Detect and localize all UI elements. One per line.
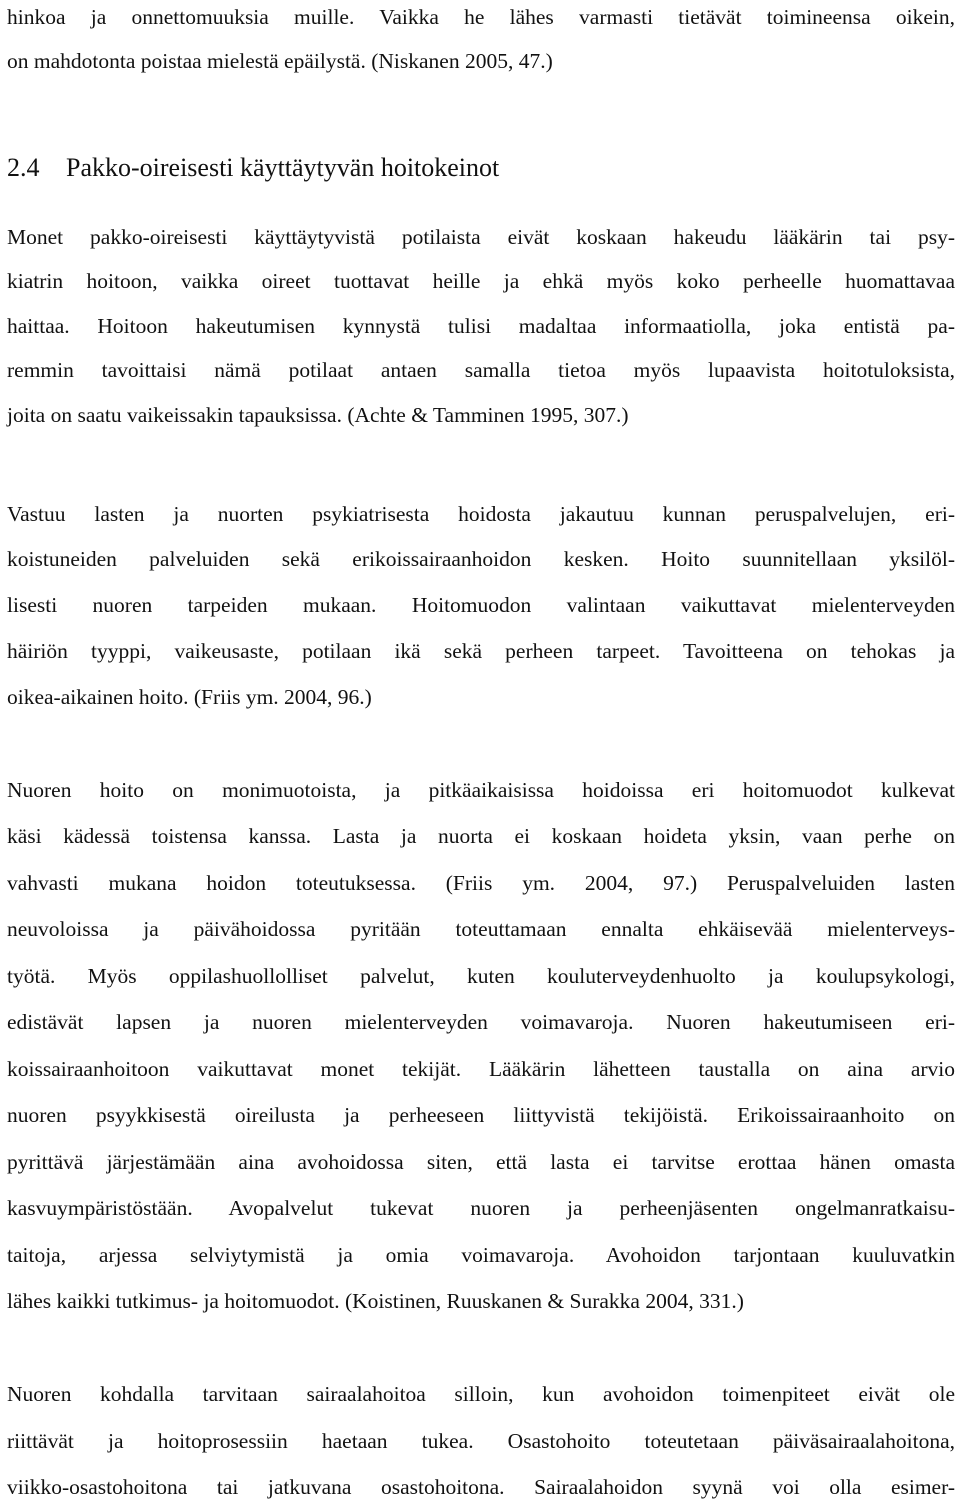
text-line: kasvuympäristöstään. Avopalvelut tukevat nuoren ja perheenjäsenten ongelmanratkaisu- (7, 1196, 955, 1220)
text-line: Monet pakko-oireisesti käyttäytyvistä potilaista eivät koskaan hakeudu lääkärin tai psy- (7, 225, 955, 249)
text-line: häiriön tyyppi, vaikeusaste, potilaan ikä sekä perheen tarpeet. Tavoitteena on tehokas ja (7, 639, 955, 663)
text-line: käsi kädessä toistensa kanssa. Lasta ja nuorta ei koskaan hoideta yksin, vaan perhe on (7, 824, 955, 848)
section-heading (7, 150, 499, 186)
text-line: nuoren psyykkisestä oireilusta ja perheeseen liittyvistä tekijöistä. Erikoissairaanhoito on (7, 1103, 955, 1127)
section-title: Pakko-oireisesti käyttäytyvän hoitokeinot (66, 153, 500, 182)
text-line: koistuneiden palveluiden sekä erikoissairaanhoidon kesken. Hoito suunnitellaan yksilöl- (7, 547, 955, 571)
text-line: vahvasti mukana hoidon toteutuksessa. (Friis ym. 2004, 97.) Peruspalveluiden lasten (7, 871, 955, 895)
text-line: riittävät ja hoitoprosessiin haetaan tukea. Osastohoito toteutetaan päiväsairaalahoitona, (7, 1429, 955, 1453)
text-line: on mahdotonta poistaa mielestä epäilystä. (Niskanen 2005, 47.) (7, 49, 553, 73)
text-line: lisesti nuoren tarpeiden mukaan. Hoitomuodon valintaan vaikuttavat mielenterveyden (7, 593, 955, 617)
text-line: neuvoloissa ja päivähoidossa pyritään toteuttamaan ennalta ehkäisevää mielenterveys- (7, 917, 955, 941)
text-line: pyrittävä järjestämään aina avohoidossa siten, että lasta ei tarvitse erottaa hänen omasta (7, 1150, 955, 1174)
text-line: haittaa. Hoitoon hakeutumisen kynnystä tulisi madaltaa informaatiolla, joka entistä pa- (7, 314, 955, 338)
text-line: Nuoren kohdalla tarvitaan sairaalahoitoa silloin, kun avohoidon toimenpiteet eivät ole (7, 1382, 955, 1406)
text-line: koissairaanhoitoon vaikuttavat monet tekijät. Lääkärin lähetteen taustalla on aina arvio (7, 1057, 955, 1081)
text-line: viikko-osastohoitona tai jatkuvana osastohoitona. Sairaalahoidon syynä voi olla esimer- (7, 1475, 955, 1499)
text-line: Vastuu lasten ja nuorten psykiatrisesta hoidosta jakautuu kunnan peruspalvelujen, eri- (7, 502, 955, 526)
text-line: remmin tavoittaisi nämä potilaat antaen samalla tietoa myös lupaavista hoitotuloksista, (7, 358, 955, 382)
text-line: oikea-aikainen hoito. (Friis ym. 2004, 96.) (7, 685, 372, 709)
text-line: lähes kaikki tutkimus- ja hoitomuodot. (Koistinen, Ruuskanen & Surakka 2004, 331.) (7, 1289, 744, 1313)
text-line: hinkoa ja onnettomuuksia muille. Vaikka he lähes varmasti tietävät toimineensa oikein, (7, 5, 955, 29)
section-number: 2.4 (7, 153, 40, 182)
text-line: työtä. Myös oppilashuollolliset palvelut, kuten kouluterveydenhuolto ja koulupsykologi, (7, 964, 955, 988)
text-line: taitoja, arjessa selviytymistä ja omia voimavaroja. Avohoidon tarjontaan kuuluvatkin (7, 1243, 955, 1267)
text-line: Nuoren hoito on monimuotoista, ja pitkäaikaisissa hoidoissa eri hoitomuodot kulkevat (7, 778, 955, 802)
text-line: joita on saatu vaikeissakin tapauksissa. (Achte & Tamminen 1995, 307.) (7, 403, 629, 427)
text-line: edistävät lapsen ja nuoren mielenterveyden voimavaroja. Nuoren hakeutumiseen eri- (7, 1010, 955, 1034)
text-line: kiatrin hoitoon, vaikka oireet tuottavat heille ja ehkä myös koko perheelle huomattavaa (7, 269, 955, 293)
